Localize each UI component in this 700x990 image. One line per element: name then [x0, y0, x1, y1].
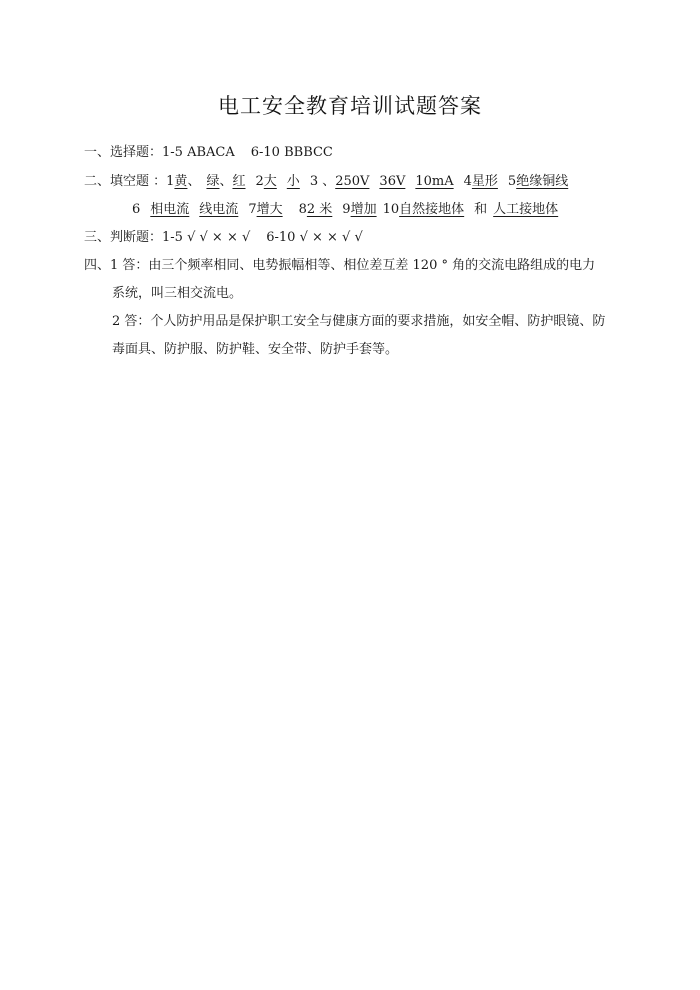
blank-number-10: 10: [382, 202, 400, 217]
blank-answer: 大: [263, 174, 277, 189]
choice-answers: [84, 143, 333, 163]
blank-number-6: 6: [132, 202, 141, 217]
fill-blank-answers-line-2: [132, 200, 558, 220]
judgment-answers: [84, 228, 363, 248]
essay-answer-2-line-2: 毒面具、防护服、防护鞋、安全带、防护手套等。: [112, 342, 399, 357]
blank-answer: 黄: [174, 174, 188, 189]
blank-answer: 增大: [256, 202, 283, 217]
essay-answer-1-line-1: 四、1 答：由三个频率相同、电势振幅相等、相位差互差 120 ° 角的交流电路组成的电力: [84, 258, 596, 273]
blank-answer: 星形: [471, 174, 498, 189]
fill-blank-answers-line-1: [84, 172, 568, 192]
blank-answer: 250V: [335, 174, 370, 189]
blank-number-8: 8: [298, 202, 307, 217]
blank-number-7: 7: [248, 202, 257, 217]
blank-answer: 2 米: [306, 202, 333, 217]
blank-answer: 自然接地体: [399, 202, 465, 217]
blank-number-3: 3 、: [309, 174, 336, 189]
judgment-range-2: 6-10 √ × × √ √: [266, 230, 363, 245]
blank-answer: 绿: [206, 174, 220, 189]
choice-range-1: 1-5 ABACA: [162, 145, 235, 160]
page-title: 电工安全教育培训试题答案: [218, 94, 482, 118]
blank-answer: 红: [232, 174, 246, 189]
essay-answer-2-line-1: 2 答：个人防护用品是保护职工安全与健康方面的要求措施，如安全帽、防护眼镜、防: [112, 314, 606, 329]
choice-range-2: 6-10 BBBCC: [250, 145, 333, 160]
blank-answer: 36V: [379, 174, 406, 189]
judgment-label: 三、判断题：: [84, 230, 163, 245]
blank-number-1: 1: [166, 174, 175, 189]
blank-number-5: 5: [507, 174, 517, 189]
fill-label: 二、填空题 ：: [84, 174, 167, 189]
blank-answer: 线电流: [199, 202, 239, 217]
blank-answer: 相电流: [150, 202, 190, 217]
blank-number-9: 9: [342, 202, 351, 217]
blank-answer: 绝缘铜线: [516, 174, 569, 189]
judgment-range-1: 1-5 √ √ × × √: [162, 230, 251, 245]
blank-answer: 人工接地体: [493, 202, 559, 217]
separator: 、: [187, 174, 201, 189]
choice-label: 一、选择题：: [84, 145, 163, 160]
blank-answer: 增加: [350, 202, 377, 217]
essay-answer-1-line-2: 系统，叫三相交流电。: [112, 286, 243, 301]
conjunction: 和: [474, 202, 488, 217]
blank-number-4: 4: [463, 174, 472, 189]
blank-number-2: 2: [255, 174, 264, 189]
blank-answer: 小: [286, 174, 300, 189]
separator: 、: [219, 174, 233, 189]
blank-answer: 10mA: [415, 174, 454, 189]
